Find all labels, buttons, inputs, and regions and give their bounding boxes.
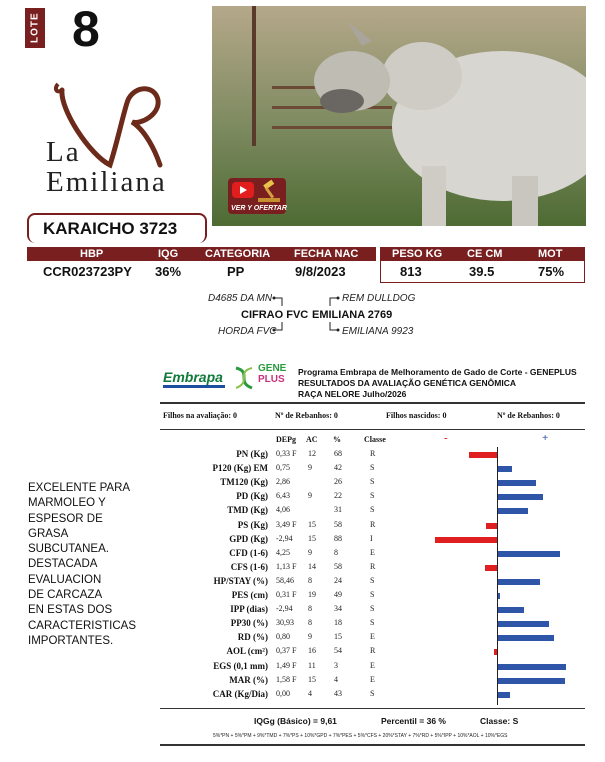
pedigree-dam-dam: EMILIANA 9923 [342, 326, 414, 337]
trait-ac: 8 [308, 575, 312, 585]
value-hbp: CCR023723PY [43, 264, 132, 279]
trait-label: TM120 (Kg) [220, 477, 268, 488]
trait-classe: S [370, 575, 375, 585]
description-line: MARMOLEO Y [28, 497, 106, 510]
trait-dep: 1,58 F [276, 674, 297, 684]
trait-label: PN (Kg) [236, 449, 268, 459]
trait-classe: S [370, 604, 375, 614]
trait-ac: 12 [308, 449, 316, 458]
trait-bar [498, 466, 512, 472]
trait-classe: R [370, 519, 376, 529]
trait-classe: S [370, 618, 375, 628]
trait-ac: 11 [308, 660, 316, 670]
trait-classe: E [370, 632, 375, 642]
trait-classe: S [370, 688, 375, 698]
trait-label: CFD (1-6) [229, 547, 268, 558]
trait-pct: 58 [334, 519, 342, 529]
value-mot: 75% [538, 264, 565, 279]
program-subtitle: RESULTADOS DA AVALIAÇÃO GENÉTICA GENÔMICA [298, 378, 517, 388]
trait-dep: 6,43 [276, 491, 290, 501]
col-pct: % [333, 435, 341, 444]
trait-classe: R [370, 646, 376, 656]
brand-name-line1: La [46, 136, 81, 168]
trait-pct: 4 [334, 674, 338, 684]
description-line: IMPORTANTES. [28, 634, 114, 647]
trait-bar [498, 678, 565, 684]
trait-ac: 15 [308, 519, 316, 529]
description [28, 481, 138, 649]
description-line: DE CARCAZA [28, 589, 103, 602]
trait-pct: 88 [334, 533, 342, 543]
trait-dep: 0,37 F [276, 646, 297, 656]
description-line: ESPESOR DE GRASA [28, 512, 103, 540]
trait-label: CFS (1-6) [230, 561, 268, 572]
trait-dep: 58,46 [276, 575, 294, 585]
trait-label: HP/STAY (%) [213, 575, 268, 586]
trait-label: MAR (%) [229, 674, 268, 685]
trait-label: PS (Kg) [237, 519, 268, 530]
trait-pct: 24 [334, 575, 342, 585]
trait-ac: 9 [308, 463, 312, 473]
count-filhos-nascidos: Filhos nascidos: 0 [386, 411, 447, 420]
trait-classe: S [370, 477, 375, 487]
trait-label: IPP (dias) [230, 604, 268, 615]
trait-dep: 1,49 F [276, 660, 297, 670]
divider-bottom [160, 708, 585, 709]
col-classe: Classe [364, 435, 386, 444]
divider-mid [160, 429, 585, 430]
divider-top [160, 402, 585, 404]
trait-pct: 34 [334, 604, 342, 614]
trait-dep: -2,94 [276, 604, 293, 614]
pedigree-sire: CIFRAO FVC [241, 309, 309, 321]
trait-bar [486, 523, 497, 529]
trait-pct: 54 [334, 646, 342, 656]
trait-bar [485, 565, 497, 571]
trait-bar [498, 480, 536, 486]
value-fecha-nac: 9/8/2023 [295, 264, 346, 279]
trait-label: TMD (Kg) [227, 505, 268, 516]
trait-pct: 26 [334, 477, 342, 487]
value-iqg: 36% [155, 264, 182, 279]
trait-classe: R [370, 449, 376, 458]
trait-classe: S [370, 491, 375, 501]
trait-classe: E [370, 547, 375, 557]
col-dep: DEPg [276, 435, 296, 444]
brand-name-line2: Emiliana [46, 166, 167, 198]
trait-bar [498, 664, 566, 670]
trait-classe: E [370, 674, 375, 684]
trait-label: RD (%) [237, 632, 268, 643]
program-title: Programa Embrapa de Melhoramento de Gado de Corte - GENEPLUS [298, 367, 577, 377]
trait-ac: 9 [308, 491, 312, 501]
trait-pct: 42 [334, 463, 342, 473]
geneplus-icon [232, 364, 256, 392]
trait-pct: 31 [334, 505, 342, 515]
trait-pct: 18 [334, 618, 342, 628]
count-rebanhos-1: Nº de Rebanhos: 0 [275, 411, 338, 420]
description-line: EN ESTAS DOS [28, 604, 113, 617]
trait-ac: 15 [308, 674, 316, 684]
value-ce: 39.5 [469, 264, 495, 279]
pedigree-dam-sire: REM DULLDOG [342, 293, 416, 304]
bar-axis [497, 447, 498, 705]
trait-label: CAR (Kg/Dia) [212, 688, 268, 699]
trait-pct: 3 [334, 660, 338, 670]
trait-bar [435, 537, 497, 543]
trait-ac: 8 [308, 618, 312, 628]
trait-ac: 14 [308, 561, 316, 571]
col-plus: + [542, 432, 549, 444]
program-breed: RAÇA NELORE Julho/2026 [298, 389, 407, 399]
trait-label: GPD (Kg) [229, 533, 268, 544]
trait-bar [498, 494, 543, 500]
header-categoria: CATEGORIA [205, 248, 271, 260]
trait-dep: 0,75 [276, 463, 290, 473]
header-ce: CE CM [467, 248, 503, 260]
trait-label: P120 (Kg) EM [212, 463, 268, 474]
col-ac: AC [306, 435, 318, 444]
trait-bar [469, 452, 497, 458]
trait-bar [498, 551, 560, 557]
summary-percentil: Percentil = 36 % [381, 716, 446, 726]
count-filhos-avaliacao: Filhos na avaliação: 0 [163, 411, 238, 420]
trait-classe: S [370, 463, 375, 473]
header-iqg: IQG [158, 248, 179, 260]
trait-ac: 4 [308, 688, 312, 698]
col-minus: - [444, 432, 448, 444]
trait-ac: 15 [308, 533, 316, 543]
header-mot: MOT [538, 248, 563, 260]
iqg-formula: 5%*PN + 5%*PM + 9%*TMD + 7%*PS + 10%*GPD + 7%*PES + 5%*CFS + 20%*STAY + 7%*RD + 5%*IPP + 10%*AOL + 10%*EGS [213, 733, 508, 739]
trait-ac: 8 [308, 604, 312, 614]
trait-classe: I [370, 533, 373, 543]
trait-dep: 2,86 [276, 477, 290, 487]
value-peso: 813 [400, 264, 422, 279]
geneplus-gene: GENE [258, 363, 287, 374]
description-line: EVALUACION [28, 573, 102, 586]
embrapa-logo-bar [163, 385, 225, 388]
divider-end [160, 744, 585, 746]
header-fecha-nac: FECHA NAC [294, 248, 359, 260]
trait-bar [498, 508, 528, 514]
trait-ac: 19 [308, 590, 316, 599]
trait-bar [498, 593, 500, 599]
trait-classe: S [370, 590, 375, 599]
trait-dep: 0,00 [276, 688, 290, 698]
video-label[interactable]: VER Y OFERTAR [231, 205, 287, 212]
header-hbp: HBP [80, 248, 104, 260]
trait-dep: 1,13 F [276, 561, 297, 571]
summary-iqgg: IQGg (Básico) = 9,61 [254, 716, 337, 726]
trait-classe: R [370, 561, 376, 571]
trait-bar [498, 579, 540, 585]
description-line: EXCELENTE PARA [28, 482, 131, 494]
lote-tag: LOTE [25, 8, 45, 48]
trait-dep: 0,31 F [276, 590, 297, 599]
trait-dep: 30,93 [276, 618, 294, 628]
trait-classe: S [370, 505, 375, 515]
trait-bar [498, 635, 554, 641]
value-categoria: PP [227, 264, 245, 279]
pedigree-dam: EMILIANA 2769 [312, 309, 393, 321]
embrapa-logo: Embrapa [163, 369, 223, 385]
animal-name: KARAICHO 3723 [27, 213, 207, 243]
trait-pct: 49 [334, 590, 342, 599]
trait-ac: 9 [308, 547, 312, 557]
pedigree-sire-dam: HORDA FVC [218, 326, 277, 337]
trait-pct: 22 [334, 491, 342, 501]
trait-ac: 9 [308, 632, 312, 642]
trait-label: PES (cm) [231, 590, 268, 600]
trait-pct: 15 [334, 632, 342, 642]
trait-ac: 16 [308, 646, 316, 656]
trait-classe: E [370, 660, 375, 670]
trait-label: PD (Kg) [236, 491, 268, 502]
trait-pct: 58 [334, 561, 342, 571]
trait-pct: 8 [334, 547, 338, 557]
trait-pct: 68 [334, 449, 342, 458]
trait-dep: 0,33 F [276, 449, 297, 458]
trait-dep: -2,94 [276, 533, 293, 543]
trait-dep: 4,25 [276, 547, 290, 557]
trait-label: EGS (0,1 mm) [213, 660, 268, 671]
count-rebanhos-2: Nº de Rebanhos: 0 [497, 411, 560, 420]
trait-pct: 43 [334, 688, 342, 698]
header-peso: PESO KG [392, 248, 443, 260]
description-line: CARACTERISTICAS [28, 619, 136, 632]
trait-label: PP30 (%) [230, 618, 268, 629]
trait-bar [498, 692, 510, 698]
trait-bar [498, 607, 524, 613]
trait-bar [498, 621, 549, 627]
trait-label: AOL (cm²) [226, 646, 268, 657]
description-line: SUBCUTANEA. [28, 543, 109, 556]
trait-dep: 3,49 F [276, 519, 297, 529]
summary-classe: Classe: S [480, 716, 519, 726]
pedigree-sire-sire: D4685 DA MN [208, 293, 273, 304]
trait-dep: 4,06 [276, 505, 290, 515]
lote-number: 8 [72, 1, 100, 57]
geneplus-plus: PLUS [258, 374, 285, 385]
description-line: DESTACADA [28, 558, 98, 571]
trait-dep: 0,80 [276, 632, 290, 642]
